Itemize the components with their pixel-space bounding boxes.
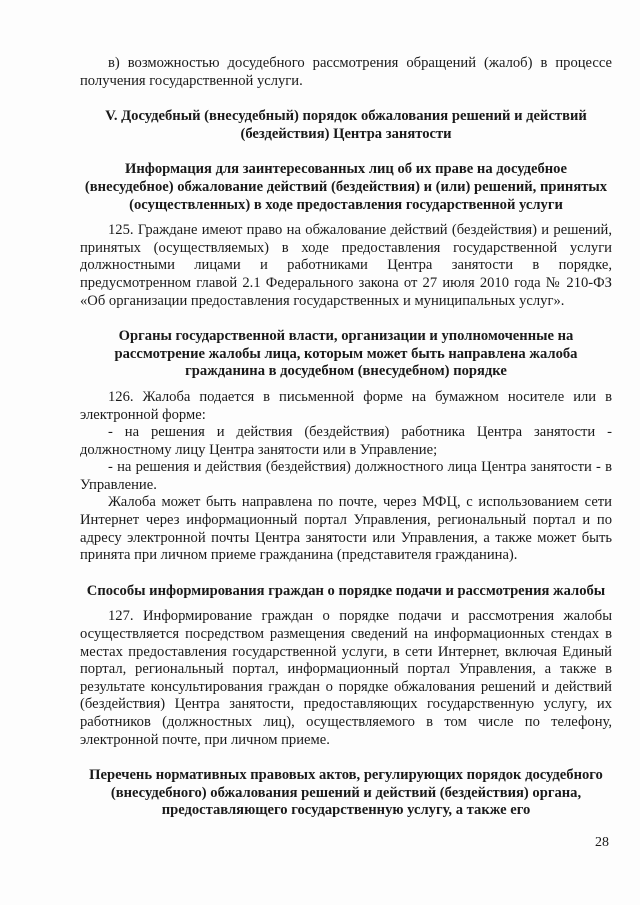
section-title: V. Досудебный (внесудебный) порядок обжалования решений и действий (бездействия) Центра занятости [105,108,587,142]
subsection-heading-2: Органы государственной власти, организации и уполномоченные на рассмотрение жалобы лица, которым может быть направлена жалоба гражданина в досудебном (внесудебном) порядке [114,328,578,380]
list-item-2: - на решения и действия (бездействия) должностного лица Центра занятости - в Управление. [80,459,612,493]
paragraph-complaint-channels: Жалоба может быть направлена по почте, через МФЦ, с использованием сети Интернет через информационный портал Управления, региональный портал и по адресу электронной почты Центра занятости или Управления, а также может быть принята при личном приеме гражданина (представителя гражданина). [80,494,612,564]
page-content [80,55,612,828]
intro-paragraph: в) возможностью досудебного рассмотрения обращений (жалоб) в процессе получения государственной услуги. [80,55,612,89]
paragraph-126: 126. Жалоба подается в письменной форме на бумажном носителе или в электронной форме: [80,388,612,423]
list-item-1: - на решения и действия (бездействия) работника Центра занятости - должностному лицу Центра занятости или в Управление; [80,424,612,458]
page-number: 28 [595,835,609,850]
subsection-heading-3: Способы информирования граждан о порядке подачи и рассмотрения жалобы [86,582,606,599]
paragraph-127: 127. Информирование граждан о порядке подачи и рассмотрения жалобы осуществляется посредством размещения сведений на информационных стендах в местах предоставления государственной услуги, в сети Интернет, включая Единый портал, региональный портал, информационный портал Управления, а также в результате консультирования граждан о порядке обжалования решений и действий (бездействия) Центра занятости, предоставляющих государственную услугу, их работников (должностных лиц), осуществляемого в том числе по телефону, электронной почте, при личном приеме. [80,608,612,748]
subsection-heading-1: Информация для заинтересованных лиц об их праве на досудебное (внесудебное) обжалование действий (бездействия) и (или) решений, принятых (осуществленных) в ходе предоставления государственной услуги [84,161,608,213]
subsection-heading-4: Перечень нормативных правовых актов, регулирующих порядок досудебного (внесудебного) обжалования решений и действий (бездействия) органа, предоставляющего государственную услугу, а также его [89,767,603,819]
paragraph-125: 125. Граждане имеют право на обжалование действий (бездействия) и решений, принятых (осуществляемых) в ходе предоставления государственной услуги должностными лицами и работниками Центра занятости в порядке, предусмотренном главой 2.1 Федерального закона от 27 июля 2010 года № 210-ФЗ «Об организации предоставления государственных и муниципальных услуг». [80,222,612,309]
